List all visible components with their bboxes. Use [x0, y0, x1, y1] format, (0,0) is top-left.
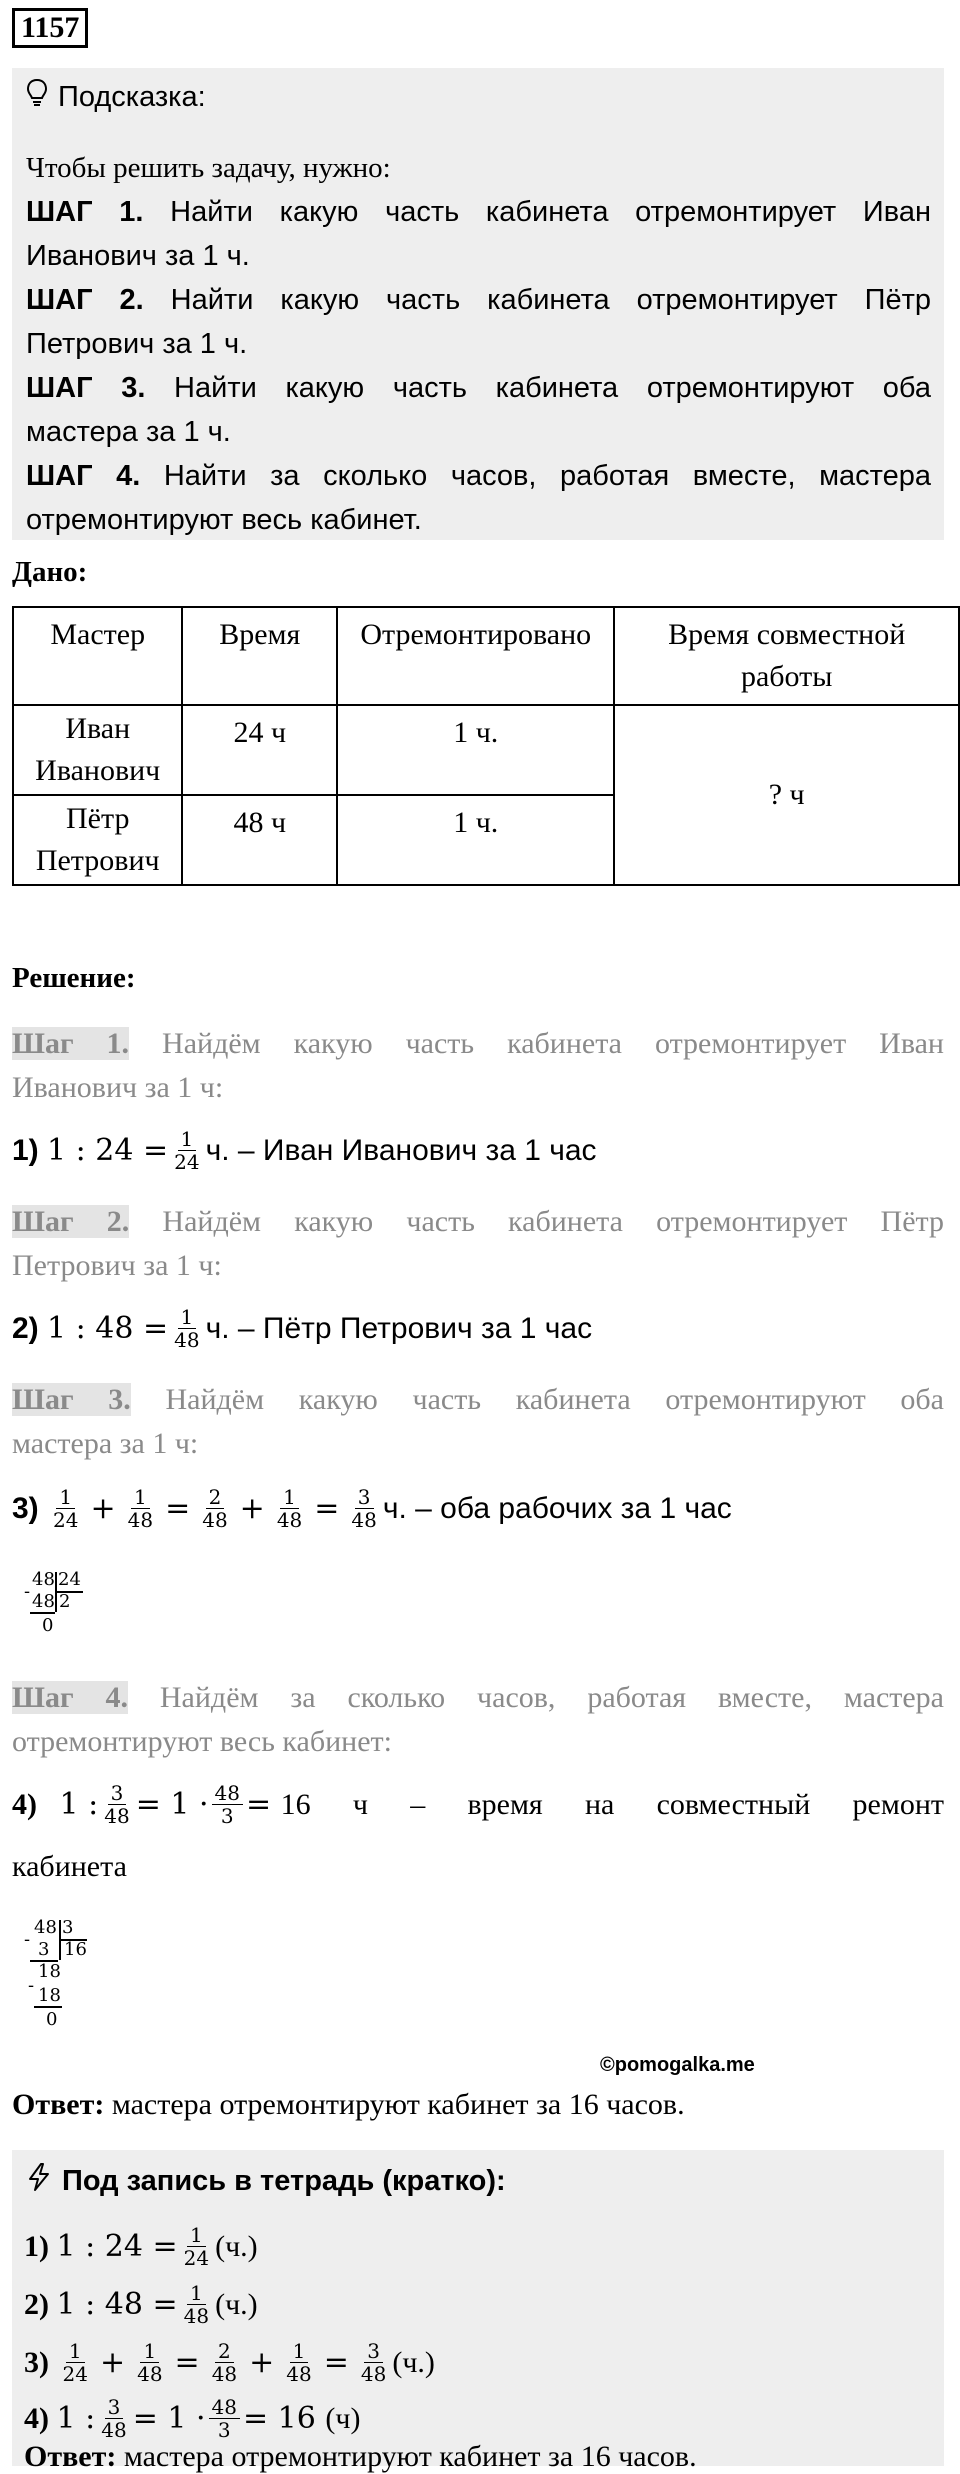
equation-2: 2) 1 : 48 = $\frac{1}{48}$ ч. – Пётр Петрович за 1 час — [12, 1305, 593, 1352]
cell-name: Пётр Петрович — [13, 795, 182, 885]
header-time: Время — [182, 607, 337, 705]
hint-title — [26, 78, 206, 116]
hint-step-3-line1: ШАГ 3. Найти какую часть кабинета отремонтируют оба — [26, 372, 931, 404]
hint-step-3-line2: мастера за 1 ч. — [26, 416, 231, 448]
header-joint-time: Время совместной работы — [614, 607, 959, 705]
answer — [12, 2088, 685, 2122]
solution-step-4-line2: отремонтируют весь кабинет: — [12, 1725, 392, 1758]
hint-step-4-line2: отремонтируют весь кабинет. — [26, 504, 422, 536]
lightning-icon — [26, 2162, 52, 2200]
cell-done: 1 ч. — [337, 705, 614, 795]
note-answer: Ответ: мастера отремонтируют кабинет за 16 часов. — [24, 2440, 697, 2473]
note-equation-1: 1) 1 : 24 = $\frac{1}{24}$ (ч.) — [24, 2223, 258, 2270]
hint-step-1-line1: ШАГ 1. Найти какую часть кабинета отремонтирует Иван — [26, 196, 931, 228]
cell-time: 24 ч — [182, 705, 337, 795]
solution-step-1-line2: Иванович за 1 ч: — [12, 1071, 224, 1104]
solution-step-3-line1: Шаг 3. Найдём какую часть кабинета отремонтируют оба — [12, 1383, 944, 1416]
solution-label: Решение: — [12, 962, 136, 994]
cell-done: 1 ч. — [337, 795, 614, 885]
note-equation-3: 3) $\frac{1}{24}$ + $\frac{1}{48}$ = $\frac{2}{48}$ + $\frac{1}{48}$ = $\frac{3}{48}$ (ч.) — [24, 2339, 435, 2386]
given-table — [12, 606, 960, 886]
answer-label: Ответ: — [12, 2088, 105, 2121]
equation-3: 3) $\frac{1}{24}$ + $\frac{1}{48}$ = $\frac{2}{48}$ + $\frac{1}{48}$ = $\frac{3}{48}$ ч. – оба рабочих за 1 час — [12, 1485, 732, 1532]
solution-step-2-line2: Петрович за 1 ч: — [12, 1249, 222, 1282]
hint-box — [12, 68, 944, 540]
notebook-box — [12, 2150, 944, 2473]
division-calc-2: 48 - 3 3 16 18 - 18 0 — [24, 1917, 87, 2030]
hint-intro: Чтобы решить задачу, нужно: — [26, 152, 391, 184]
cell-joint-time: ? ч — [614, 705, 959, 885]
solution-step-4-line1: Шаг 4. Найдём за сколько часов, работая вместе, мастера — [12, 1681, 944, 1714]
given-label: Дано: — [12, 556, 88, 588]
cell-name: Иван Иванович — [13, 705, 182, 795]
watermark: ©pomogalka.me — [600, 2054, 755, 2076]
header-done: Отремонтировано — [337, 607, 614, 705]
table-row — [13, 705, 959, 795]
note-equation-4: 4) 1 : $\frac{3}{48}$ = 1 · $\frac{48}{3}$ = 16 (ч) — [24, 2395, 361, 2442]
solution-step-3-line2: мастера за 1 ч: — [12, 1427, 199, 1460]
hint-step-4-line1: ШАГ 4. Найти за сколько часов, работая вместе, мастера — [26, 460, 931, 492]
notebook-title-text: Под запись в тетрадь (кратко): — [62, 2164, 506, 2197]
hint-step-2-line1: ШАГ 2. Найти какую часть кабинета отремонтирует Пётр — [26, 284, 931, 316]
hint-step-2-line2: Петрович за 1 ч. — [26, 328, 248, 360]
header-master: Мастер — [13, 607, 182, 705]
equation-4: 4) 1 : $\frac{3}{48}$ = 1 · $\frac{48}{3}$ = 16 ч – время на совместный ремонт — [12, 1781, 944, 1828]
hint-title-text: Подсказка: — [58, 80, 206, 113]
equation-4-continued: кабинета — [12, 1850, 127, 1883]
cell-time: 48 ч — [182, 795, 337, 885]
solution-step-2-line1: Шаг 2. Найдём какую часть кабинета отремонтирует Пётр — [12, 1205, 944, 1238]
hint-step-1-line2: Иванович за 1 ч. — [26, 240, 250, 272]
equation-1: 1) 1 : 24 = $\frac{1}{24}$ ч. – Иван Иванович за 1 час — [12, 1127, 597, 1174]
problem-number: 1157 — [12, 8, 88, 48]
solution-step-1-line1: Шаг 1. Найдём какую часть кабинета отремонтирует Иван — [12, 1027, 944, 1060]
table-header-row — [13, 607, 959, 705]
note-equation-2: 2) 1 : 48 = $\frac{1}{48}$ (ч.) — [24, 2281, 258, 2328]
answer-text: мастера отремонтируют кабинет за 16 часов. — [111, 2088, 685, 2121]
lightbulb-icon — [26, 78, 48, 116]
notebook-title — [26, 2162, 506, 2200]
division-calc-1: 48 - 24 48 2 0 — [24, 1570, 94, 1660]
